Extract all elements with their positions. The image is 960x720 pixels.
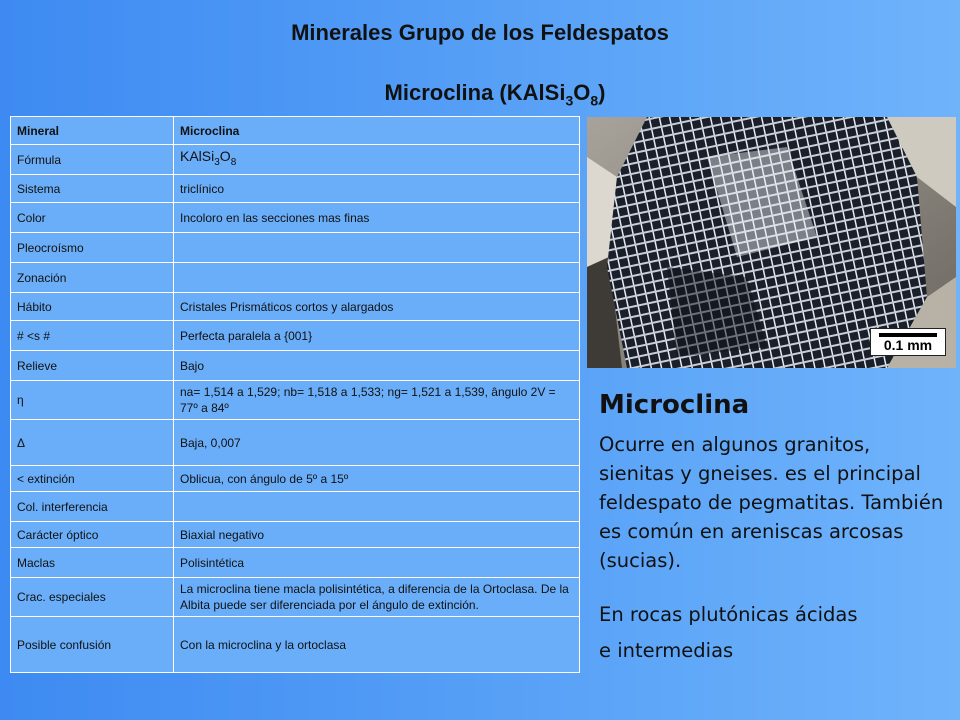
description-title: Microclina <box>599 390 750 420</box>
row-value: Bajo <box>174 351 580 381</box>
description-line-intermediate: e intermedias <box>599 639 734 662</box>
row-value <box>174 492 580 522</box>
formula-value <box>174 145 580 175</box>
table-row <box>11 203 580 233</box>
row-label: Maclas <box>11 548 174 578</box>
row-value <box>174 263 580 293</box>
row-value: Baja, 0,007 <box>174 420 580 466</box>
row-value: Con la microclina y la ortoclasa <box>174 617 580 673</box>
row-label: Zonación <box>11 263 174 293</box>
table-row <box>11 548 580 578</box>
header-mineral-value: Microclina <box>174 117 580 145</box>
description-line-plutonic: En rocas plutónicas ácidas <box>599 603 858 626</box>
table-row <box>11 175 580 203</box>
row-label: Col. interferencia <box>11 492 174 522</box>
row-value: Incoloro en las secciones mas finas <box>174 203 580 233</box>
table-row <box>11 293 580 321</box>
page-title: Minerales Grupo de los Feldespatos <box>291 20 669 45</box>
formula-part: KAlSi <box>180 148 215 165</box>
table-row <box>11 617 580 673</box>
row-value <box>174 233 580 263</box>
subtitle-subscript-3: 3 <box>565 92 574 109</box>
table-header-row <box>11 117 580 145</box>
table-row <box>11 263 580 293</box>
header-mineral: Mineral <box>11 117 174 145</box>
properties-table <box>10 116 580 673</box>
row-label: Relieve <box>11 351 174 381</box>
scale-bar <box>870 328 946 356</box>
table-row <box>11 145 580 175</box>
subtitle-close: ) <box>598 80 606 105</box>
formula-sub: 8 <box>230 156 237 168</box>
row-label: Δ <box>11 420 174 466</box>
row-label: Posible confusión <box>11 617 174 673</box>
row-value: La microclina tiene macla polisintética, a diferencia de la Ortoclasa. De la Albita puede ser diferenciada por el ángulo de extinción. <box>174 578 580 617</box>
row-label: Fórmula <box>11 145 174 175</box>
table-row <box>11 233 580 263</box>
table-row <box>11 492 580 522</box>
row-value: Cristales Prismáticos cortos y alargados <box>174 293 580 321</box>
row-value: triclínico <box>174 175 580 203</box>
mineral-subtitle <box>0 80 960 108</box>
row-label: Hábito <box>11 293 174 321</box>
subtitle-oxygen: O <box>573 80 591 105</box>
subtitle-name: Microclina (KAlSi <box>384 80 566 105</box>
row-label: η <box>11 381 174 420</box>
row-label: < extinción <box>11 466 174 492</box>
row-label: # <s # <box>11 321 174 351</box>
microscope-photo <box>587 117 956 368</box>
row-label: Crac. especiales <box>11 578 174 617</box>
row-value: na= 1,514 a 1,529; nb= 1,518 a 1,533; ng= 1,521 a 1,539, ângulo 2V = 77º a 84º <box>174 381 580 420</box>
row-label: Color <box>11 203 174 233</box>
row-label: Sistema <box>11 175 174 203</box>
table-row <box>11 321 580 351</box>
table-row <box>11 381 580 420</box>
row-label: Pleocroísmo <box>11 233 174 263</box>
row-value: Oblicua, con ángulo de 5º a 15º <box>174 466 580 492</box>
table-row <box>11 351 580 381</box>
row-value: Perfecta paralela a {001} <box>174 321 580 351</box>
subtitle-subscript-8: 8 <box>590 92 599 109</box>
row-label: Carácter óptico <box>11 522 174 548</box>
table-row <box>11 522 580 548</box>
description-body: Ocurre en algunos granitos, sienitas y gneises. es el principal feldespato de pegmatitas. También es común en areniscas arcosas (sucias). <box>599 433 944 572</box>
formula-sub: 3 <box>214 156 220 168</box>
table-row <box>11 420 580 466</box>
table-row <box>11 578 580 617</box>
formula-part: O <box>219 148 231 165</box>
scale-bar-label: 0.1 mm <box>883 337 933 353</box>
table-row <box>11 466 580 492</box>
row-value: Biaxial negativo <box>174 522 580 548</box>
row-value: Polisintética <box>174 548 580 578</box>
